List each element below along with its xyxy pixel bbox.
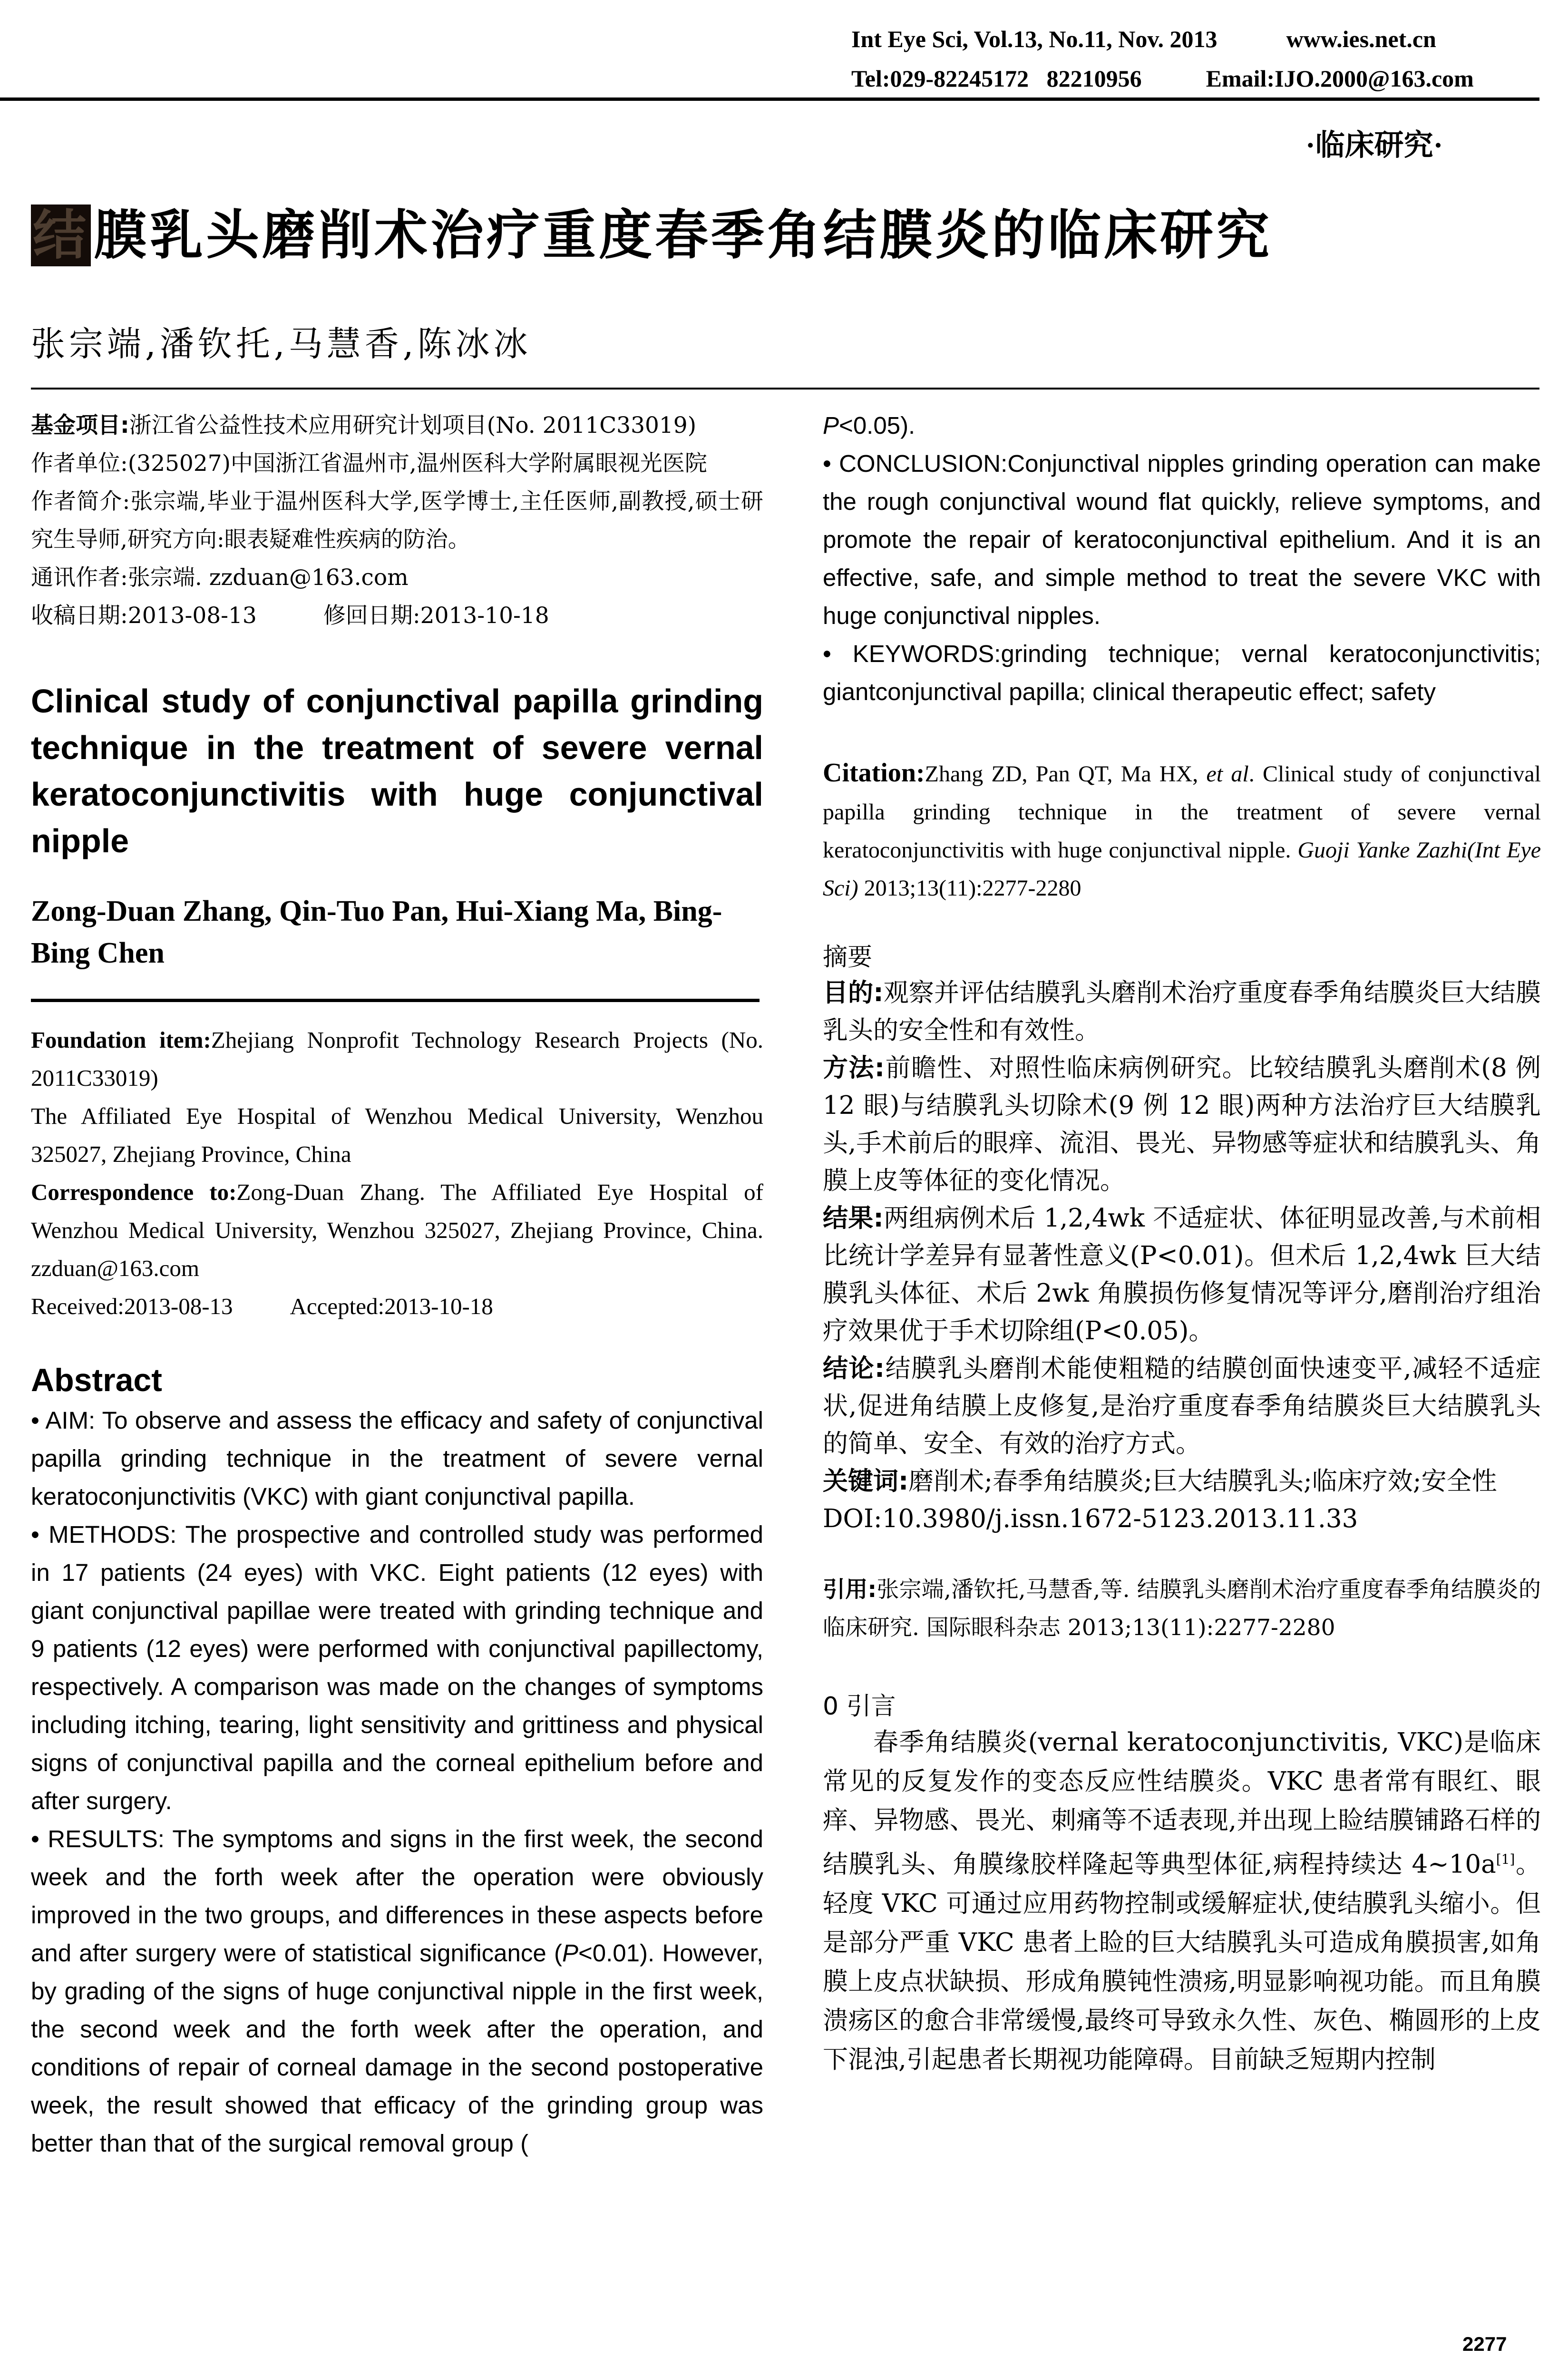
results-label: • RESULTS:: [31, 1825, 165, 1852]
left-column: [31, 407, 763, 2163]
citation-ref: 2013;13(11):2277-2280: [858, 876, 1081, 901]
methods-label: • METHODS:: [31, 1521, 177, 1548]
header-rule: [0, 97, 1539, 101]
conclusion-text: Conjunctival nipples grinding operation can make the rough conjunctival wound flat quickly, relieve symptoms, and promote the repair of keratoconjunctival epithelium. And it is an effective, safe, and simple method to treat the severe VKC with huge conjunctival nipples.: [823, 450, 1541, 629]
received-date-cn: 2013-08-13: [127, 603, 257, 629]
keywords-label-cn: 关键词:: [823, 1467, 909, 1496]
received-date-en: Received:2013-08-13: [31, 1293, 233, 1319]
abstract-keywords: [823, 635, 1541, 711]
citation-cn-text: 张宗端,潘钦托,马慧香,等. 结膜乳头磨削术治疗重度春季角结膜炎的临床研究. 国际眼科杂志 2013;13(11):2277-2280: [823, 1577, 1541, 1641]
journal-tel: Tel:029-82245172 82210956: [851, 65, 1142, 92]
bio-cn: [31, 483, 763, 559]
results-text-cn: 两组病例术后 1,2,4wk 不适症状、体征明显改善,与术前相比统计学差异有显著性意义(P<0.01)。但术后 1,2,4wk 巨大结膜乳头体征、术后 2wk 角膜损伤修复情况等评分,磨削治疗组治疗效果优于手术切除组(P<0.05)。: [823, 1204, 1541, 1345]
citation-journal: Guoji Yanke Zazhi(Int Eye Sci): [823, 838, 1541, 901]
journal-contact: [851, 64, 1474, 93]
results-text-c: <0.05).: [839, 412, 915, 439]
citation-cn-label: 引用:: [823, 1577, 877, 1603]
results-text-a: The symptoms and signs in the first week, the second week and the forth week after the operation were obviously improved in the two groups, and differences in these aspects before and after surgery were of statistical significance (: [31, 1825, 764, 1967]
column-rule: [31, 999, 760, 1002]
accepted-date-en: Accepted:2013-10-18: [290, 1293, 493, 1319]
doi[interactable]: DOI:10.3980/j.issn.1672-5123.2013.11.33: [823, 1504, 1358, 1533]
abstract-en-continued: [823, 407, 1541, 711]
citation-en: [823, 754, 1541, 907]
abstract-heading: Abstract: [31, 1362, 162, 1398]
keywords-label: • KEYWORDS:: [823, 640, 1001, 667]
cn-meta-block: [31, 407, 763, 635]
abstract-results-continued: [823, 407, 1541, 445]
abstract-en: [31, 1402, 763, 2163]
dates-en: [31, 1287, 763, 1325]
abstract-results: [31, 1820, 763, 2163]
correspondence: [31, 1173, 763, 1287]
keywords-text-cn: 磨削术;春季角结膜炎;巨大结膜乳头;临床疗效;安全性: [908, 1467, 1497, 1496]
authors-cn: 张宗端,潘钦托,马慧香,陈冰冰: [31, 324, 532, 364]
abstract-cn-methods: [823, 1049, 1541, 1199]
aim-text-cn: 观察并评估结膜乳头磨削术治疗重度春季角结膜炎巨大结膜乳头的安全性和有效性。: [823, 978, 1541, 1045]
corr-label: 通讯作者:: [31, 565, 128, 591]
bio-text: 张宗端,毕业于温州医科大学,医学博士,主任医师,副教授,硕士研究生导师,研究方向:眼表疑难性疾病的防治。: [31, 488, 763, 553]
foundation-text: Zhejiang Nonprofit Technology Research Projects (No. 2011C33019): [31, 1027, 763, 1091]
unit-cn: [31, 445, 763, 483]
unit-text: (325027)中国浙江省温州市,温州医科大学附属眼视光医院: [127, 450, 707, 477]
intro-text-b: 。轻度 VKC 可通过应用药物控制或缓解症状,使结膜乳头缩小。但是部分严重 VKC 患者上睑的巨大结膜乳头可造成角膜损害,如角膜上皮点状缺损、形成角膜钝性溃疡,明显影响视功能。而且角膜溃疡区的愈合非常缓慢,最终可导致永久性、灰色、椭圆形的上皮下混浊,引起患者长期视功能障碍。目前缺乏短期内控制: [823, 1850, 1541, 2074]
conclusion-label-cn: 结论:: [823, 1354, 885, 1383]
p-value-symbol: P: [562, 1939, 578, 1967]
en-meta-block: [31, 1021, 763, 1325]
conclusion-text-cn: 结膜乳头磨削术能使粗糙的结膜创面快速变平,减轻不适症状,促进角结膜上皮修复,是治疗重度春季角结膜炎巨大结膜乳头的简单、安全、有效的治疗方式。: [823, 1354, 1541, 1458]
right-column: [823, 407, 1541, 2079]
abstract-conclusion: [823, 445, 1541, 635]
journal-email[interactable]: Email:IJO.2000@163.com: [1206, 65, 1474, 92]
journal-volume-line: Int Eye Sci, Vol.13, No.11, Nov. 2013: [851, 26, 1217, 52]
received-label-cn: 收稿日期:: [31, 603, 128, 629]
aim-label: • AIM:: [31, 1407, 96, 1434]
abstract-cn-heading: 摘要: [823, 943, 873, 972]
results-text-b: <0.01). However, by grading of the signs of huge conjunctival nipple in the first week, the second week and the forth week after the operation, and conditions of repair of corneal damage in the second postoperative week, the result showed that efficacy of the grinding group was better than that of the surgical removal group (: [31, 1939, 763, 2157]
abstract-aim: [31, 1402, 763, 1516]
methods-label-cn: 方法:: [823, 1053, 885, 1082]
p-value-symbol: P: [823, 412, 839, 439]
results-label-cn: 结果:: [823, 1204, 884, 1233]
english-title: Clinical study of conjunctival papilla grinding technique in the treatment of severe vernal keratoconjunctivitis with huge conjunctival nipple: [31, 682, 763, 859]
revised-label-cn: 修回日期:: [323, 603, 420, 629]
citation-cn: [823, 1571, 1541, 1647]
reference-marker[interactable]: [1]: [1496, 1851, 1515, 1867]
page-title: [31, 205, 1272, 266]
corr-cn: [31, 559, 763, 597]
abstract-cn-keywords: [823, 1462, 1541, 1500]
citation-authors: Zhang ZD, Pan QT, Ma HX,: [925, 761, 1207, 787]
methods-text: The prospective and controlled study was performed in 17 patients (24 eyes) with VKC. Eight patients (12 eyes) with giant conjunctival papillae were treated with grinding technique and 9 patients (12 eyes) were performed with conjunctival papillectomy, respectively. A comparison was made on the changes of symptoms including itching, tearing, light sensitivity and grittiness and physical signs of conjunctival papilla and the corneal epithelium before and after surgery.: [31, 1521, 764, 1814]
journal-website[interactable]: www.ies.net.cn: [1286, 26, 1436, 52]
english-authors: Zong-Duan Zhang, Qin-Tuo Pan, Hui-Xiang Ma, Bing-Bing Chen: [31, 895, 722, 969]
unit-label: 作者单位:: [31, 450, 128, 477]
page-number: 2277: [1462, 2333, 1507, 2355]
title-drop-cap: 结: [31, 205, 91, 266]
journal-header: [851, 25, 1436, 53]
fund-text: 浙江省公益性技术应用研究计划项目(No. 2011C33019): [129, 412, 697, 438]
keywords-text: grinding technique; vernal keratoconjunctivitis; giantconjunctival papilla; clinical therapeutic effect; safety: [823, 640, 1541, 705]
correspondence-text[interactable]: Zong-Duan Zhang. The Affiliated Eye Hospital of Wenzhou Medical University, Wenzhou 325027, Zhejiang Province, China. zzduan@163.com: [31, 1179, 763, 1281]
abstract-methods: [31, 1516, 763, 1820]
citation-label: Citation:: [823, 758, 925, 788]
fund-label: 基金项目:: [31, 412, 129, 438]
section-tag: ·临床研究·: [1305, 129, 1443, 162]
abstract-cn: [823, 974, 1541, 1538]
intro-paragraph: [823, 1723, 1541, 2079]
dates-cn: [31, 597, 763, 635]
correspondence-label: Correspondence to:: [31, 1179, 237, 1205]
foundation-item: [31, 1021, 763, 1097]
citation-title: . Clinical study of conjunctival papilla grinding technique in the treatment of severe vernal keratoconjunctivitis with huge conjunctival nipple.: [823, 761, 1541, 863]
citation-etal: et al: [1206, 761, 1249, 787]
aim-label-cn: 目的:: [823, 978, 884, 1007]
aim-text: To observe and assess the efficacy and safety of conjunctival papilla grinding technique in the treatment of severe vernal keratoconjunctivitis (VKC) with giant conjunctival papilla.: [31, 1407, 763, 1510]
fund-item-cn: [31, 407, 763, 445]
affiliation: The Affiliated Eye Hospital of Wenzhou Medical University, Wenzhou 325027, Zhejiang Province, China: [31, 1103, 763, 1167]
intro-text-a: 春季角结膜炎(vernal keratoconjunctivitis, VKC)是临床常见的反复发作的变态反应性结膜炎。VKC 患者常有眼红、眼痒、异物感、畏光、刺痛等不适表现,并出现上睑结膜铺路石样的结膜乳头、角膜缘胶样隆起等典型体征,病程持续达 4~10a: [823, 1728, 1541, 1879]
corr-text[interactable]: 张宗端. zzduan@163.com: [127, 565, 409, 591]
revised-date-cn: 2013-10-18: [420, 603, 549, 629]
bio-label: 作者简介:: [31, 488, 130, 515]
title-rule: [31, 388, 1539, 390]
abstract-cn-aim: [823, 974, 1541, 1049]
title-text: 膜乳头磨削术治疗重度春季角结膜炎的临床研究: [94, 205, 1272, 266]
intro-heading: 0 引言: [823, 1692, 896, 1721]
abstract-cn-results: [823, 1199, 1541, 1350]
methods-text-cn: 前瞻性、对照性临床病例研究。比较结膜乳头磨削术(8 例 12 眼)与结膜乳头切除术(9 例 12 眼)两种方法治疗巨大结膜乳头,手术前后的眼痒、流泪、畏光、异物感等症状和结膜乳头、角膜上皮等体征的变化情况。: [823, 1053, 1541, 1195]
foundation-label: Foundation item:: [31, 1027, 211, 1053]
conclusion-label: • CONCLUSION:: [823, 450, 1008, 477]
abstract-cn-conclusion: [823, 1350, 1541, 1462]
